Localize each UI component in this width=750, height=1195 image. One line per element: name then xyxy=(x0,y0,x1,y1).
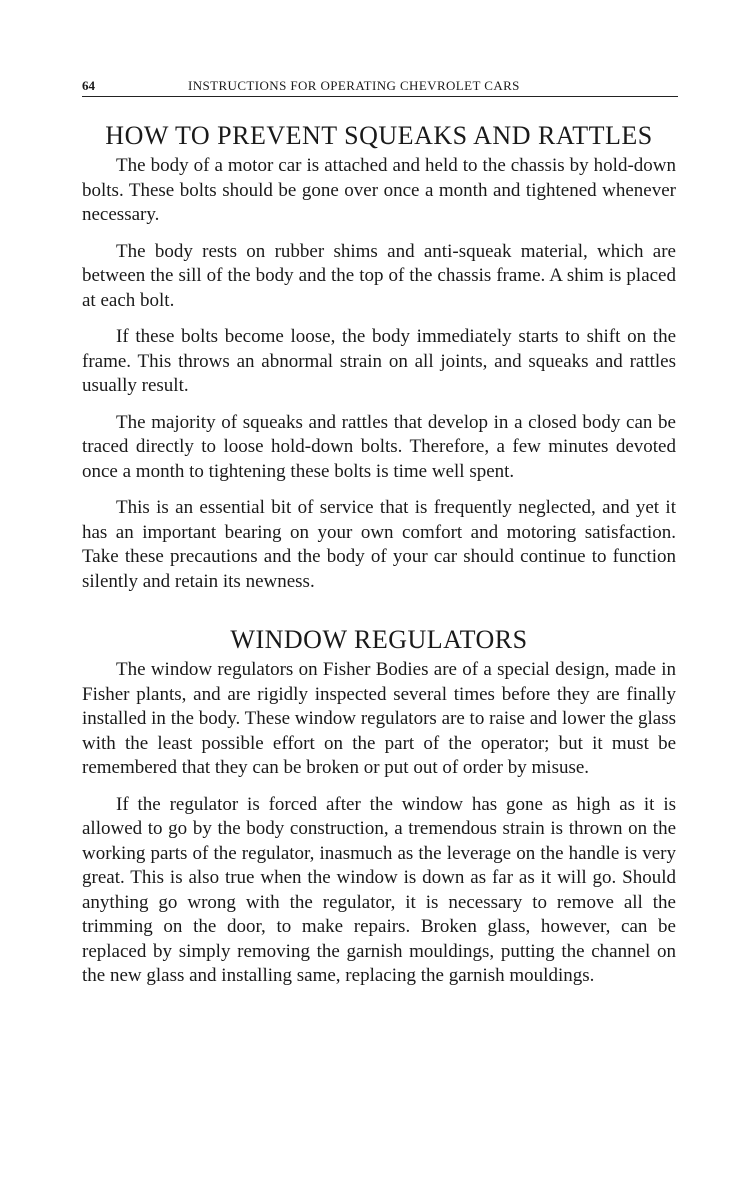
running-header xyxy=(82,76,678,97)
section-window-regulators xyxy=(82,622,676,989)
paragraph: The body of a motor car is attached and held to the chassis by hold-down bolts. These bolts should be gone over once a month and tightened whenever necessary. xyxy=(82,155,676,225)
paragraph: The window regulators on Fisher Bodies are of a special design, made in Fisher plants, and are rigidly inspected several times before they are finally installed in the body. These window regulators are to raise and lower the glass with the least possible effort on the part of the operator; but it must be remembered that they can be broken or put out of order by misuse. xyxy=(82,659,676,778)
paragraph: If these bolts become loose, the body immediately starts to shift on the frame. This throws an abnormal strain on all joints, and squeaks and rattles usually result. xyxy=(82,326,676,396)
section-heading: HOW TO PREVENT SQUEAKS AND RATTLES xyxy=(105,121,653,150)
page-content xyxy=(82,118,676,1001)
running-title: INSTRUCTIONS FOR OPERATING CHEVROLET CARS xyxy=(188,78,520,93)
paragraph: This is an essential bit of service that is frequently neglected, and yet it has an important bearing on your own comfort and motoring satisfaction. Take these precautions and the body of your car should continue to function silently and retain its newness. xyxy=(82,497,676,592)
paragraph: If the regulator is forced after the window has gone as high as it is allowed to go by the body construction, a tremendous strain is thrown on the working parts of the regulator, inasmuch as the leverage on the handle is very great. This is also true when the window is down as far as it will go. Should anything go wrong with the regulator, it is necessary to remove all the trimming on the door, to make repairs. Broken glass, however, can be replaced by simply removing the garnish mouldings, putting the channel on the new glass and installing same, replacing the garnish mouldings. xyxy=(82,793,676,986)
section-squeaks-rattles xyxy=(82,118,676,594)
section-heading: WINDOW REGULATORS xyxy=(230,625,528,654)
paragraph: The body rests on rubber shims and anti-squeak material, which are between the sill of the body and the top of the chassis frame. A shim is placed at each bolt. xyxy=(82,240,676,311)
paragraph: The majority of squeaks and rattles that develop in a closed body can be traced directly to loose hold-down bolts. Therefore, a few minutes devoted once a month to tightening these bolts is time well spent. xyxy=(82,411,676,482)
page-number: 64 xyxy=(82,78,95,93)
